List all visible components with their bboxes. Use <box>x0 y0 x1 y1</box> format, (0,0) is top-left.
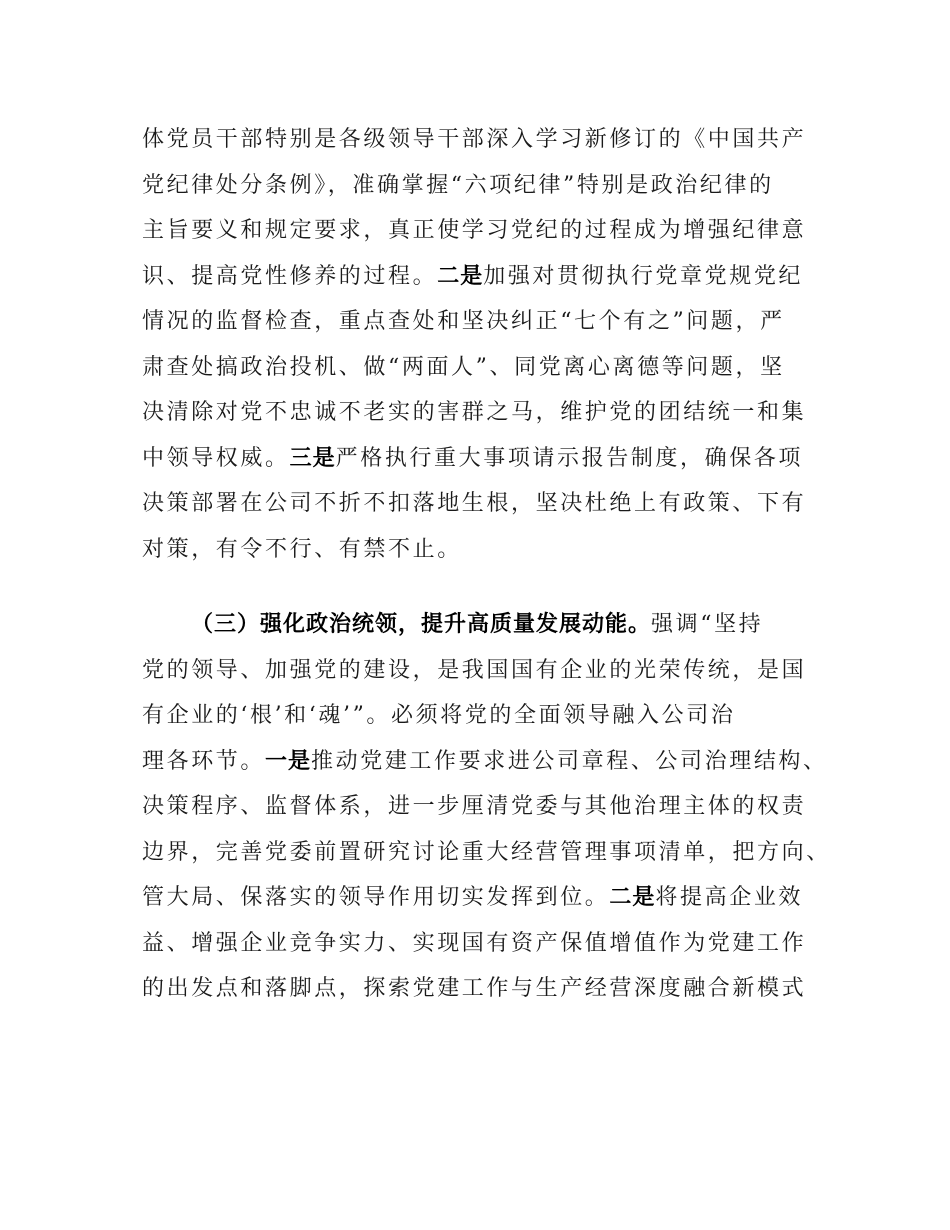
text-run: 决策部署在公司不折不扣落地生根，坚决杜绝上有政策、下有 <box>142 491 807 516</box>
text-line <box>142 436 810 482</box>
text-line <box>142 117 810 163</box>
text-line <box>142 784 810 830</box>
text-line <box>142 966 810 1012</box>
text-line <box>142 875 810 921</box>
bold-keyword: 一是 <box>265 748 312 774</box>
text-run: 决策程序、监督体系，进一步厘清党委与其他治理主体的权责 <box>142 794 807 819</box>
text-run: 情况的监督检查，重点查处和坚决纠正“七个有之”问题，严 <box>142 309 785 334</box>
text-run: 益、增强企业竞争实力、实现国有资产保值增值作为党建工作 <box>142 930 807 956</box>
bold-keyword: 二是 <box>609 885 656 910</box>
text-run: 推动党建工作要求进公司章程、公司治理结构、 <box>311 748 828 774</box>
text-run: 管大局、保落实的领导作用切实发挥到位。 <box>142 885 610 910</box>
text-run: 有企业的‘根’和‘魂’”。必须将党的全面领导融入公司治 <box>142 703 736 728</box>
text-line <box>142 254 810 300</box>
text-run: 识、提高党性修养的过程。 <box>142 263 438 289</box>
text-line <box>142 163 810 209</box>
text-line <box>142 390 810 436</box>
paragraph-political-leadership <box>142 602 831 1012</box>
text-run: 将提高企业效 <box>655 885 804 910</box>
text-line <box>142 693 810 739</box>
text-line <box>142 208 810 254</box>
section-heading: （三）强化政治统领，提升高质量发展动能。 <box>191 612 652 637</box>
text-run: 对策，有令不行、有禁不止。 <box>142 536 462 562</box>
text-run: 加强对贯彻执行党章党规党纪 <box>483 263 804 289</box>
text-run: 体党员干部特别是各级领导干部深入学习新修订的《中国共产 <box>142 127 807 152</box>
text-run: 强调“坚持 <box>651 612 764 637</box>
paragraph-gap <box>142 572 810 602</box>
text-run: 肃查处搞政治投机、做“两面人”、同党离心离德等问题，坚 <box>142 354 785 380</box>
text-run: 严格执行重大事项请示报告制度，确保各项 <box>335 445 804 471</box>
text-line <box>142 739 828 785</box>
text-line <box>142 648 810 694</box>
text-run: 中领导权威。 <box>142 445 290 471</box>
text-line <box>142 527 810 573</box>
bold-keyword: 二是 <box>437 263 484 289</box>
text-run: 党纪律处分条例》，准确掌握“六项纪律”特别是政治纪律的 <box>142 172 774 198</box>
section-heading-line <box>142 602 810 648</box>
bold-keyword: 三是 <box>289 445 336 471</box>
text-line <box>142 921 810 967</box>
text-run: 边界，完善党委前置研究讨论重大经营管理事项清单，把方向、 <box>142 839 831 865</box>
text-run: 主旨要义和规定要求，真正使学习党纪的过程成为增强纪律意 <box>142 218 807 243</box>
text-run: 决清除对党不忠诚不老实的害群之马，维护党的团结统一和集 <box>142 400 807 425</box>
text-line <box>142 481 810 527</box>
text-run: 的出发点和落脚点，探索党建工作与生产经营深度融合新模式 <box>142 976 807 1001</box>
text-line <box>142 345 810 391</box>
text-line <box>142 299 810 345</box>
text-line <box>142 830 831 876</box>
paragraph-party-discipline <box>142 117 810 572</box>
text-run: 理各环节。 <box>142 748 266 774</box>
document-page <box>142 117 831 1012</box>
text-run: 党的领导、加强党的建设，是我国国有企业的光荣传统，是国 <box>142 657 807 683</box>
